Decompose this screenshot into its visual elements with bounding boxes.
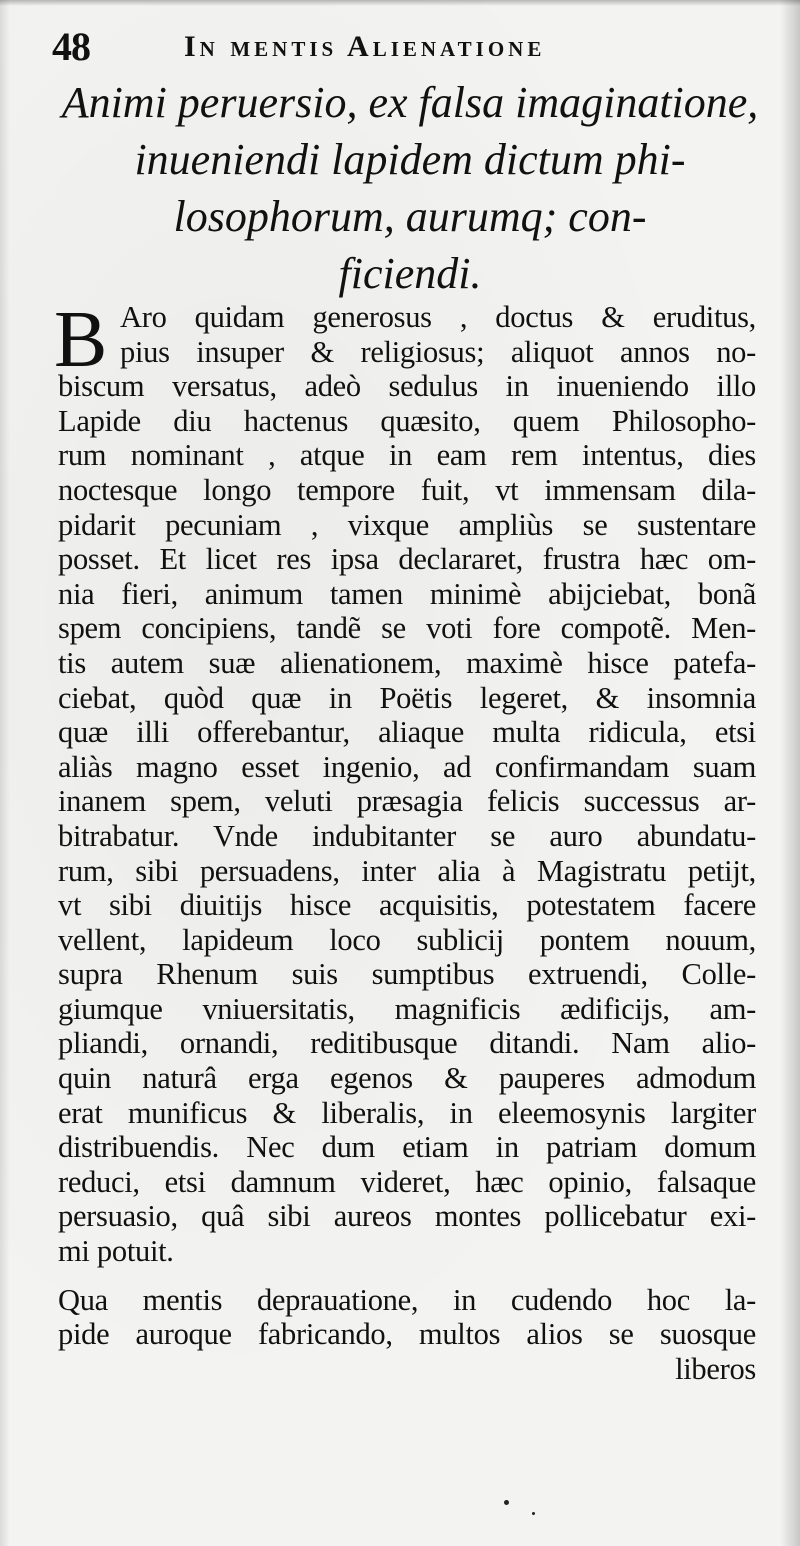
page-number: 48 [52, 24, 90, 69]
text-line: vellent, lapideum loco sublicij pontem nouum, [58, 922, 756, 957]
text-line: Aro quidam generosus , doctus & eruditus, [120, 300, 756, 334]
chapter-title-line: Animi peruersio, ex falsa imaginatione, [61, 78, 759, 127]
text-line: vt sibi diuitijs hisce acquisitis, potestatem facere [58, 888, 756, 923]
ink-speck [532, 1512, 535, 1515]
text-line: pidarit pecuniam , vixque ampliùs se sustentare [58, 507, 756, 542]
text-line: rum, sibi persuadens, inter alia à Magistratu petijt, [58, 853, 756, 888]
running-title: In mentis Alienatione [184, 30, 546, 63]
text-line: pius insuper & religiosus; aliquot annos no- [120, 334, 756, 369]
text-line: mi potuit. [58, 1234, 174, 1269]
text-line: pliandi, ornandi, reditibusque ditandi. Nam alio- [58, 1026, 756, 1061]
paragraph-gap [58, 1269, 756, 1283]
text-line: nia fieri, animum tamen minimè abijciebat, bonã [58, 576, 756, 611]
text-line: Lapide diu hactenus quæsito, quem Philosopho- [58, 403, 756, 438]
chapter-title [60, 74, 760, 302]
text-line: distribuendis. Nec dum etiam in patriam domum [58, 1130, 756, 1165]
text-line: giumque vniuersitatis, magnificis ædificijs, am- [58, 991, 756, 1026]
text-line: tis autem suæ alienationem, maximè hisce patefa- [58, 645, 756, 680]
drop-cap: B [54, 296, 108, 384]
text-line: spem concipiens, tandẽ se voti fore compotẽ. Men- [58, 611, 756, 646]
text-line: inanem spem, veluti præsagia felicis successus ar- [58, 784, 756, 819]
text-line: biscum versatus, adeò sedulus in inueniendo illo [58, 369, 756, 404]
chapter-title-line: losophorum, aurumq; con- [173, 192, 647, 241]
ink-speck [504, 1500, 509, 1505]
text-line: ciebat, quòd quæ in Poëtis legeret, & insomnia [58, 680, 756, 715]
text-line: erat munificus & liberalis, in eleemosynis largiter [58, 1095, 756, 1130]
text-line: quæ illi offerebantur, aliaque multa ridicula, etsi [58, 715, 756, 750]
text-line: noctesque longo tempore fuit, vt immensam dila- [58, 472, 756, 507]
running-head [52, 22, 752, 72]
text-line: reduci, etsi damnum videret, hæc opinio, falsaque [58, 1164, 756, 1199]
text-line: aliàs magno esset ingenio, ad confirmandam suam [58, 749, 756, 784]
text-line: rum nominant , atque in eam rem intentus, dies [58, 438, 756, 473]
chapter-title-line: inueniendi lapidem dictum phi- [134, 135, 686, 184]
body-text [54, 296, 756, 1386]
text-line: pide auroque fabricando, multos alios se suosque [58, 1317, 756, 1352]
text-line: quin naturâ erga egenos & pauperes admodum [58, 1061, 756, 1096]
page-top-shadow [0, 0, 800, 6]
text-line: posset. Et licet res ipsa declararet, frustra hæc om- [58, 542, 756, 577]
text-line: bitrabatur. Vnde indubitanter se auro abundatu- [58, 818, 756, 853]
text-line: persuasio, quâ sibi aureos montes pollicebatur exi- [58, 1199, 756, 1234]
chapter-title-line: ficiendi. [338, 249, 482, 298]
text-line: supra Rhenum suis sumptibus extruendi, Colle- [58, 957, 756, 992]
text-line: Qua mentis deprauatione, in cudendo hoc la- [58, 1282, 756, 1317]
catchword: liberos [675, 1351, 756, 1386]
